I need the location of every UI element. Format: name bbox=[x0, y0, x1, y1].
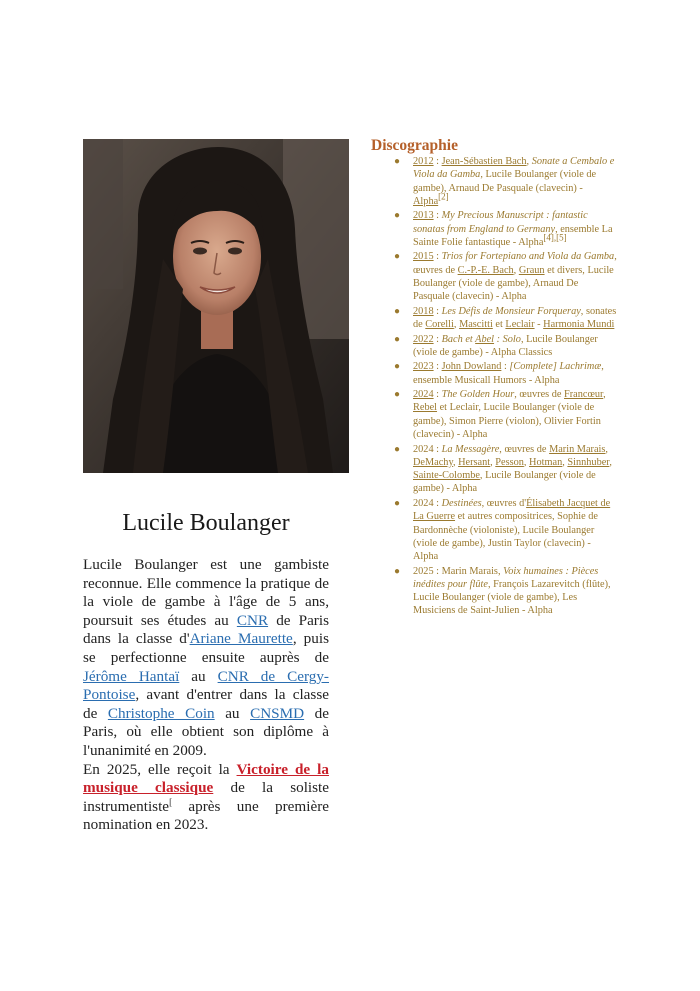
composer-link[interactable]: Rebel bbox=[413, 402, 438, 414]
bullet-icon: ● bbox=[394, 305, 401, 317]
bullet-icon: ● bbox=[394, 333, 401, 345]
discography-list bbox=[394, 155, 617, 619]
link-cnr-cergy[interactable]: CNR de Cergy-Pontoise bbox=[83, 667, 329, 704]
list-item: ● 2024 : The Golden Hour, œuvres de Francœur, Rebel et Leclair, Lucile Boulanger (viole de gambe), Simon Pierre (violon), Olivier Fortin (clavecin) - Alpha bbox=[394, 389, 606, 441]
bullet-icon: ● bbox=[394, 565, 401, 577]
year-link[interactable]: 2018 bbox=[413, 305, 434, 317]
bullet-icon: ● bbox=[394, 251, 401, 263]
portrait-image bbox=[83, 139, 349, 473]
artist-name: Lucile Boulanger bbox=[122, 510, 290, 536]
composer-link[interactable]: Marin Marais bbox=[549, 443, 606, 455]
year-link[interactable]: 2024 bbox=[413, 389, 434, 401]
list-item: ● 2018 : Les Défis de Monsieur Forqueray, sonates de Corelli, Mascitti et Leclair - Harmonia Mundi bbox=[394, 305, 617, 331]
list-item: ● 2013 : My Precious Manuscript : fantastic sonatas from England to Germany, ensemble La Sainte Folie fantastique - Alpha[4],[5] bbox=[394, 210, 613, 248]
link-ariane-maurette[interactable]: Ariane Maurette bbox=[189, 630, 293, 648]
link-christophe-coin[interactable]: Christophe Coin bbox=[107, 704, 215, 722]
year-link[interactable]: 2023 bbox=[413, 361, 434, 373]
composer-link[interactable]: Sinnhuber bbox=[567, 456, 610, 468]
discography-title: Discographie bbox=[371, 137, 458, 154]
label-link[interactable]: Alpha bbox=[413, 195, 439, 207]
composer-link[interactable]: Jean-Sébastien Bach bbox=[441, 156, 527, 167]
year-link[interactable]: 2012 bbox=[413, 156, 434, 167]
year-link[interactable]: 2022 bbox=[413, 333, 434, 345]
list-item: ● 2024 : Destinées, œuvres d'Élisabeth Jacquet de La Guerre et autres compositrices, Sophie de Bardonnèche (violoniste), Lucile Boulanger (viole de gambe), Justin Taylor (clavecin) - Alpha bbox=[394, 497, 611, 563]
bullet-icon: ● bbox=[394, 443, 401, 455]
label-link[interactable]: Harmonia Mundi bbox=[543, 319, 615, 331]
list-item: ● 2024 : La Messagère, œuvres de Marin Marais, DeMachy, Hersant, Pesson, Hotman, Sinnhuber, Sainte-Colombe, Lucile Boulanger (viole de gambe) - Alpha bbox=[394, 443, 612, 495]
composer-link[interactable]: Leclair bbox=[505, 319, 535, 331]
list-item: ● 2023 : John Dowland : [Complete] Lachrimæ, ensemble Musicall Humors - Alpha bbox=[394, 361, 604, 386]
list-item: ● 2022 : Bach et Abel : Solo, Lucile Boulanger (viole de gambe) - Alpha Classics bbox=[394, 333, 598, 358]
list-item: ● 2012 : Jean-Sébastien Bach, Sonate a Cembalo e Viola da Gamba, Lucile Boulanger (viole de gambe), Arnaud De Pasquale (clavecin) - Alpha[2] bbox=[394, 156, 615, 207]
biography-text: Lucile Boulanger est une gambiste reconnue. Elle commence la pratique de la viole de gambe à l'âge de 5 ans, poursuit ses études au CNR de Paris dans la classe d'Ariane Maurette, puis se perfectionne ensuite auprès de Jérôme Hantaï au CNR de Cergy-Pontoise, avant d'entrer dans la classe de Christophe Coin au CNSMD de Paris, où elle obtient son diplôme à l'unanimité en 2009. En 2025, elle reçoit la Victoire de la musique classique de la soliste instrumentiste[ après une première nomination en 2023. bbox=[83, 556, 330, 834]
list-item: ● 2025 : Marin Marais, Voix humaines : Pièces inédites pour flûte, François Lazarevitch (flûte), Lucile Boulanger (viole de gambe), Les Musiciens de Saint-Julien - Alpha bbox=[394, 565, 611, 617]
artist-photo bbox=[83, 139, 349, 473]
composer-link[interactable]: C.-P.-E. Bach bbox=[457, 264, 514, 276]
link-victoire-musique[interactable]: Victoire de la musique classique bbox=[83, 760, 329, 797]
composer-link[interactable]: Francœur bbox=[564, 389, 604, 401]
year-link[interactable]: 2013 bbox=[413, 210, 434, 222]
link-jerome-hantai[interactable]: Jérôme Hantaï bbox=[83, 667, 180, 685]
composer-link[interactable]: DeMachy bbox=[413, 456, 453, 468]
footnote-ref[interactable]: [ bbox=[169, 796, 173, 807]
year-link[interactable]: 2015 bbox=[413, 251, 434, 263]
list-item: ● 2015 : Trios for Fortepiano and Viola da Gamba, œuvres de C.-P.-E. Bach, Graun et divers, Lucile Boulanger (viole de gambe), Arnaud De Pasquale (clavecin) - Alpha bbox=[394, 251, 617, 303]
composer-link[interactable]: Mascitti bbox=[459, 319, 493, 331]
bullet-icon: ● bbox=[394, 389, 401, 401]
composer-link[interactable]: John Dowland bbox=[441, 361, 502, 373]
link-cnsmd[interactable]: CNSMD bbox=[250, 704, 305, 722]
composer-link[interactable]: Pesson bbox=[495, 456, 524, 468]
composer-link[interactable]: Abel bbox=[475, 333, 495, 345]
bullet-icon: ● bbox=[394, 361, 401, 373]
bullet-icon: ● bbox=[394, 210, 401, 222]
composer-link[interactable]: Hotman bbox=[529, 456, 563, 468]
composer-link[interactable]: Graun bbox=[518, 264, 545, 276]
bullet-icon: ● bbox=[394, 497, 401, 509]
composer-link[interactable]: Corelli bbox=[425, 319, 454, 331]
composer-link[interactable]: Élisabeth Jacquet de La Guerre bbox=[413, 497, 611, 523]
composer-link[interactable]: Sainte-Colombe bbox=[413, 470, 480, 482]
composer-link[interactable]: Hersant bbox=[458, 456, 491, 468]
link-cnr[interactable]: CNR bbox=[236, 611, 269, 629]
bullet-icon: ● bbox=[394, 156, 401, 167]
